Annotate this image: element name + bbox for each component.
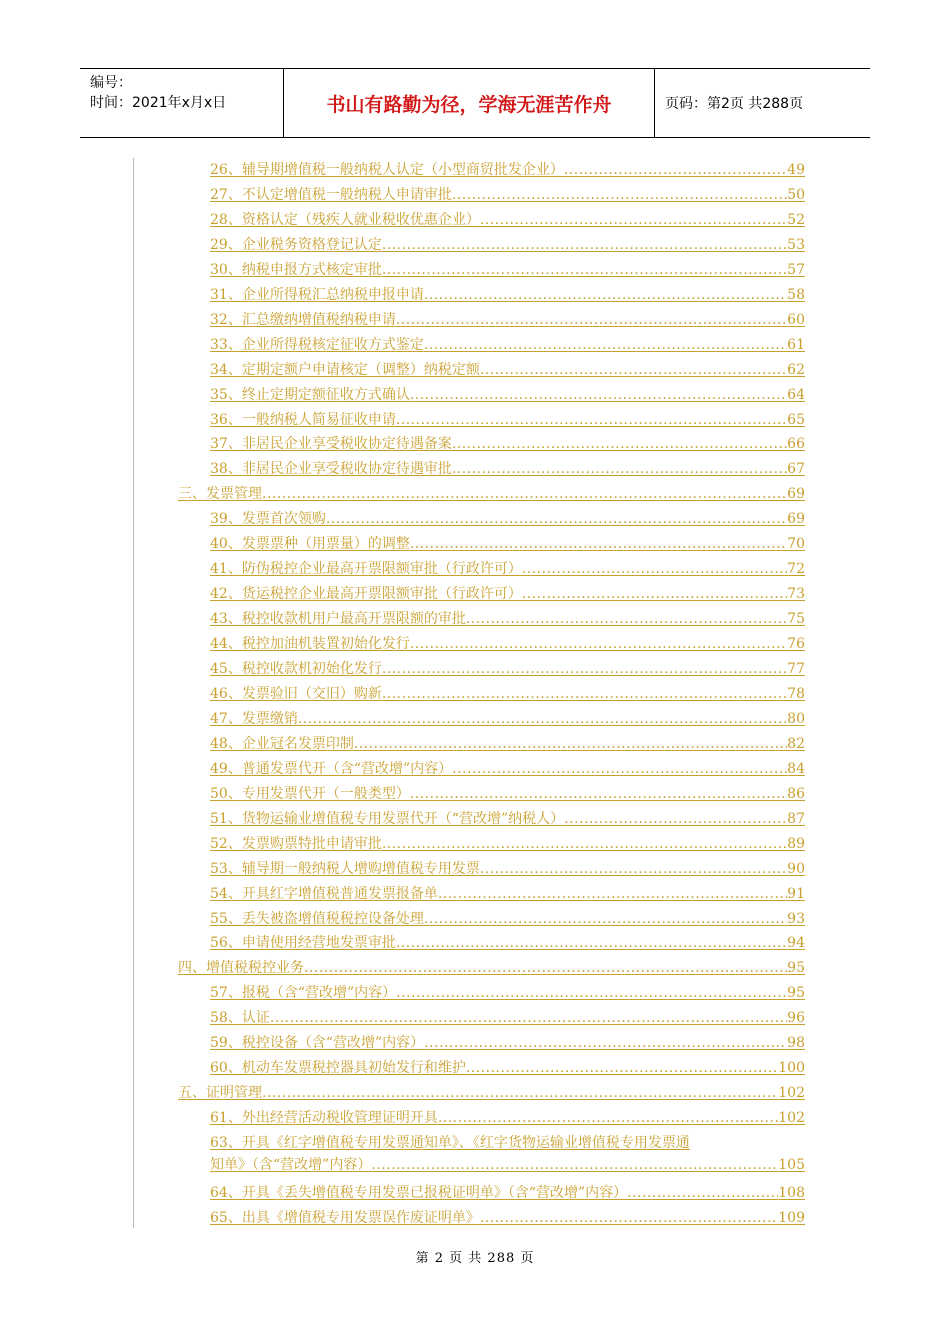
- toc-entry[interactable]: [210, 733, 805, 755]
- toc-page-number: 84: [787, 760, 805, 777]
- toc-page-number: 58: [787, 286, 805, 303]
- toc-entry[interactable]: [210, 284, 805, 306]
- motto-text: 书山有路勤为径，学海无涯苦作舟: [326, 93, 612, 116]
- page-info-cell: [655, 69, 870, 137]
- toc-page-number: 93: [787, 910, 805, 927]
- toc-entry-title: 60、机动车发票税控器具初始发行和维护: [210, 1060, 466, 1077]
- toc-page-number: 96: [787, 1010, 805, 1027]
- toc-page-number: 70: [787, 536, 805, 553]
- toc-entry[interactable]: [210, 783, 805, 805]
- toc-entry-title: 58、认证: [210, 1010, 270, 1027]
- toc-entry-title: 61、外出经营活动税收管理证明开具: [210, 1110, 438, 1127]
- toc-entry[interactable]: [210, 384, 805, 406]
- toc-page-number: 52: [787, 211, 805, 228]
- toc-entry-title: 53、辅导期一般纳税人增购增值税专用发票: [210, 860, 480, 877]
- toc-entry[interactable]: [210, 508, 805, 530]
- toc-page-number: 67: [787, 461, 805, 478]
- toc-entry-title: 43、税控收款机用户最高开票限额的审批: [210, 611, 466, 628]
- toc-page-number: 69: [787, 486, 805, 503]
- toc-entry[interactable]: [210, 658, 805, 680]
- toc-entry[interactable]: [210, 533, 805, 555]
- toc-entry[interactable]: [210, 334, 805, 356]
- toc-page-number: 109: [778, 1209, 805, 1226]
- toc-entry[interactable]: [210, 159, 805, 181]
- toc-entry[interactable]: [210, 184, 805, 206]
- toc-entry[interactable]: [210, 932, 805, 954]
- toc-page-number: 64: [787, 386, 805, 403]
- toc-dot-leader: [522, 583, 787, 605]
- toc-entry[interactable]: [210, 234, 805, 256]
- toc-entry[interactable]: [210, 608, 805, 630]
- toc-page-number: 62: [787, 361, 805, 378]
- toc-entry-title: 46、发票验旧（交旧）购新: [210, 685, 382, 702]
- header-left-cell: [80, 69, 283, 137]
- toc-dot-leader: [424, 284, 787, 306]
- toc-entry-title: 三、发票管理: [178, 486, 262, 503]
- toc-dot-leader: [396, 932, 787, 954]
- toc-entry[interactable]: [210, 633, 805, 655]
- toc-entry-title: 五、证明管理: [178, 1085, 262, 1102]
- toc-entry[interactable]: [210, 858, 805, 880]
- toc-dot-leader: [262, 483, 787, 505]
- toc-section-entry[interactable]: [178, 1082, 805, 1104]
- toc-entry-title: 65、出具《增值税专用发票误作废证明单》: [210, 1209, 480, 1226]
- toc-page-number: 89: [787, 835, 805, 852]
- toc-entry[interactable]: [210, 259, 805, 281]
- toc-dot-leader: [410, 533, 787, 555]
- toc-entry[interactable]: [210, 808, 805, 830]
- footer-page-number: 第 2 页 共 288 页: [415, 1251, 535, 1266]
- toc-dot-leader: [304, 957, 787, 979]
- toc-entry-title: 47、发票缴销: [210, 710, 298, 727]
- toc-entry-title: 54、开具红字增值税普通发票报备单: [210, 885, 438, 902]
- toc-entry-title: 50、专用发票代开（一般类型）: [210, 785, 410, 802]
- toc-entry[interactable]: [210, 1032, 805, 1054]
- toc-entry[interactable]: [210, 409, 805, 431]
- toc-dot-leader: [371, 1154, 778, 1176]
- toc-entry-title: 37、非居民企业享受税收协定待遇备案: [210, 436, 452, 453]
- toc-dot-leader: [382, 683, 787, 705]
- toc-entry[interactable]: [210, 583, 805, 605]
- toc-entry[interactable]: [210, 708, 805, 730]
- toc-page-number: 100: [778, 1060, 805, 1077]
- toc-entry[interactable]: [210, 309, 805, 331]
- toc-page-number: 90: [787, 860, 805, 877]
- number-label: 编号：: [90, 75, 132, 91]
- toc-dot-leader: [627, 1182, 778, 1204]
- toc-entry[interactable]: [210, 982, 805, 1004]
- page-footer: [0, 1247, 950, 1266]
- toc-page-number: 76: [787, 636, 805, 653]
- toc-entry-title: 34、定期定额户申请核定（调整）纳税定额: [210, 361, 480, 378]
- toc-entry[interactable]: [210, 833, 805, 855]
- toc-entry-title: 36、一般纳税人简易征收申请: [210, 411, 396, 428]
- toc-entry[interactable]: [210, 908, 805, 930]
- toc-entry[interactable]: [210, 683, 805, 705]
- toc-dot-leader: [522, 558, 787, 580]
- time-label: 时间：2021年x月x日: [90, 95, 227, 111]
- toc-entry[interactable]: [210, 1007, 805, 1029]
- toc-dot-leader: [452, 458, 787, 480]
- toc-entry-title: 44、税控加油机装置初始化发行: [210, 636, 410, 653]
- page-info: 页码：第2页 共288页: [665, 96, 804, 112]
- toc-entry[interactable]: [210, 883, 805, 905]
- toc-dot-leader: [354, 733, 787, 755]
- toc-dot-leader: [452, 433, 787, 455]
- toc-entry[interactable]: [210, 359, 805, 381]
- toc-dot-leader: [452, 758, 787, 780]
- toc-dot-leader: [410, 633, 787, 655]
- toc-dot-leader: [480, 359, 787, 381]
- toc-dot-leader: [452, 184, 787, 206]
- toc-entry-title: 30、纳税申报方式核定审批: [210, 261, 382, 278]
- toc-dot-leader: [564, 808, 787, 830]
- toc-dot-leader: [396, 309, 787, 331]
- toc-entry-title: 40、发票票种（用票量）的调整: [210, 536, 410, 553]
- toc-page-number: 49: [787, 162, 805, 178]
- toc-page-number: 53: [787, 236, 805, 253]
- toc-page-number: 86: [787, 785, 805, 802]
- toc-entry-title: 55、丢失被盗增值税税控设备处理: [210, 910, 424, 927]
- toc-entry-title: 48、企业冠名发票印制: [210, 735, 354, 752]
- toc-page-number: 94: [787, 935, 805, 952]
- toc-page-number: 105: [778, 1157, 805, 1174]
- toc-entry-title: 59、税控设备（含“营改增”内容）: [210, 1035, 425, 1052]
- toc-page-number: 60: [787, 311, 805, 328]
- toc-entry[interactable]: [210, 558, 805, 580]
- margin-rule: [133, 158, 134, 1228]
- toc-entry[interactable]: [210, 433, 805, 455]
- toc-dot-leader: [564, 159, 787, 181]
- toc-entry-title: 26、辅导期增值税一般纳税人认定（小型商贸批发企业）: [210, 162, 564, 178]
- toc-dot-leader: [382, 833, 787, 855]
- toc-entry-title: 57、报税（含“营改增”内容）: [210, 985, 397, 1002]
- toc-page-number: 72: [787, 561, 805, 578]
- toc-dot-leader: [396, 982, 787, 1004]
- toc-dot-leader: [424, 908, 787, 930]
- toc-page-number: 65: [787, 411, 805, 428]
- toc-entry-title: 63、开具《红字增值税专用发票通知单》、《红字货物运输业增值税专用发票通: [210, 1135, 690, 1152]
- toc-page-number: 82: [787, 735, 805, 752]
- toc-page-number: 95: [787, 960, 805, 977]
- toc-dot-leader: [382, 259, 787, 281]
- toc-dot-leader: [262, 1082, 778, 1104]
- toc-entry[interactable]: [210, 1057, 805, 1079]
- toc-page-number: 77: [787, 661, 805, 677]
- toc-entry-title: 52、发票购票特批申请审批: [210, 835, 382, 852]
- toc-section-entry[interactable]: [178, 483, 805, 505]
- toc-entry-title: 51、货物运输业增值税专用发票代开（“营改增”纳税人）: [210, 810, 565, 827]
- toc-page-number: 91: [787, 885, 805, 902]
- toc-dot-leader: [270, 1007, 787, 1029]
- toc-dot-leader: [410, 783, 787, 805]
- toc-entry-title: 39、发票首次领购: [210, 511, 326, 528]
- toc-page-number: 57: [787, 261, 805, 278]
- toc-page-number: 50: [787, 186, 805, 203]
- toc-dot-leader: [480, 209, 787, 231]
- toc-page-number: 75: [787, 611, 805, 628]
- toc-entry-title: 35、终止定期定额征收方式确认: [210, 386, 410, 403]
- toc-dot-leader: [480, 1207, 778, 1229]
- toc-dot-leader: [424, 334, 787, 356]
- toc-entry-title: 29、企业税务资格登记认定: [210, 236, 382, 253]
- toc-dot-leader: [326, 508, 787, 530]
- toc-dot-leader: [396, 409, 787, 431]
- toc-page-number: 102: [778, 1085, 805, 1102]
- toc-entry-title: 56、申请使用经营地发票审批: [210, 935, 396, 952]
- toc-entry[interactable]: [210, 1132, 805, 1176]
- toc-entry-title: 四、增值税税控业务: [178, 960, 304, 977]
- toc-entry[interactable]: [210, 1207, 805, 1229]
- toc-page-number: 80: [787, 710, 805, 727]
- toc-page-number: 69: [787, 511, 805, 528]
- toc-entry-title: 27、不认定增值税一般纳税人申请审批: [210, 186, 452, 203]
- toc-page-number: 78: [787, 685, 805, 702]
- toc-entry[interactable]: [210, 1182, 805, 1204]
- toc-entry[interactable]: [210, 458, 805, 480]
- toc-dot-leader: [382, 658, 787, 680]
- toc-entry-title: 38、非居民企业享受税收协定待遇审批: [210, 461, 452, 478]
- toc-entry[interactable]: [210, 758, 805, 780]
- toc-dot-leader: [480, 858, 787, 880]
- header-table: [80, 68, 870, 138]
- toc-dot-leader: [438, 883, 787, 905]
- toc-page-number: 87: [787, 810, 805, 827]
- motto-cell: [283, 69, 655, 137]
- toc-entry-title: 32、汇总缴纳增值税纳税申请: [210, 311, 396, 328]
- toc-entry-title: 41、防伪税控企业最高开票限额审批（行政许可）: [210, 561, 522, 578]
- toc-dot-leader: [382, 234, 787, 256]
- toc-dot-leader: [466, 608, 787, 630]
- toc-entry[interactable]: [210, 1107, 805, 1129]
- toc-dot-leader: [298, 708, 787, 730]
- toc-page-number: 66: [787, 436, 805, 453]
- toc-page-number: 73: [787, 586, 805, 603]
- toc-entry-title: 64、开具《丢失增值税专用发票已报税证明单》（含“营改增”内容）: [210, 1184, 628, 1201]
- toc-dot-leader: [438, 1107, 778, 1129]
- toc-entry-title: 31、企业所得税汇总纳税申报申请: [210, 286, 424, 303]
- toc-dot-leader: [466, 1057, 778, 1079]
- toc-page-number: 61: [787, 336, 805, 353]
- toc-page-number: 95: [787, 985, 805, 1002]
- toc-entry[interactable]: [210, 209, 805, 231]
- toc-page-number: 102: [778, 1110, 805, 1127]
- toc-entry-title: 49、普通发票代开（含“营改增”内容）: [210, 760, 453, 777]
- toc-entry-title: 45、税控收款机初始化发行: [210, 661, 382, 677]
- toc-page-number: 108: [778, 1184, 805, 1201]
- toc-dot-leader: [410, 384, 787, 406]
- toc-entry-title: 28、资格认定（残疾人就业税收优惠企业）: [210, 211, 480, 228]
- toc-entry-title: 33、企业所得税核定征收方式鉴定: [210, 336, 424, 353]
- toc-dot-leader: [424, 1032, 787, 1054]
- toc-page-number: 98: [787, 1035, 805, 1052]
- toc-entry-title: 42、货运税控企业最高开票限额审批（行政许可）: [210, 586, 522, 603]
- toc-entry-title-continued: 知单》（含“营改增”内容）: [210, 1157, 372, 1174]
- toc-section-entry[interactable]: [178, 957, 805, 979]
